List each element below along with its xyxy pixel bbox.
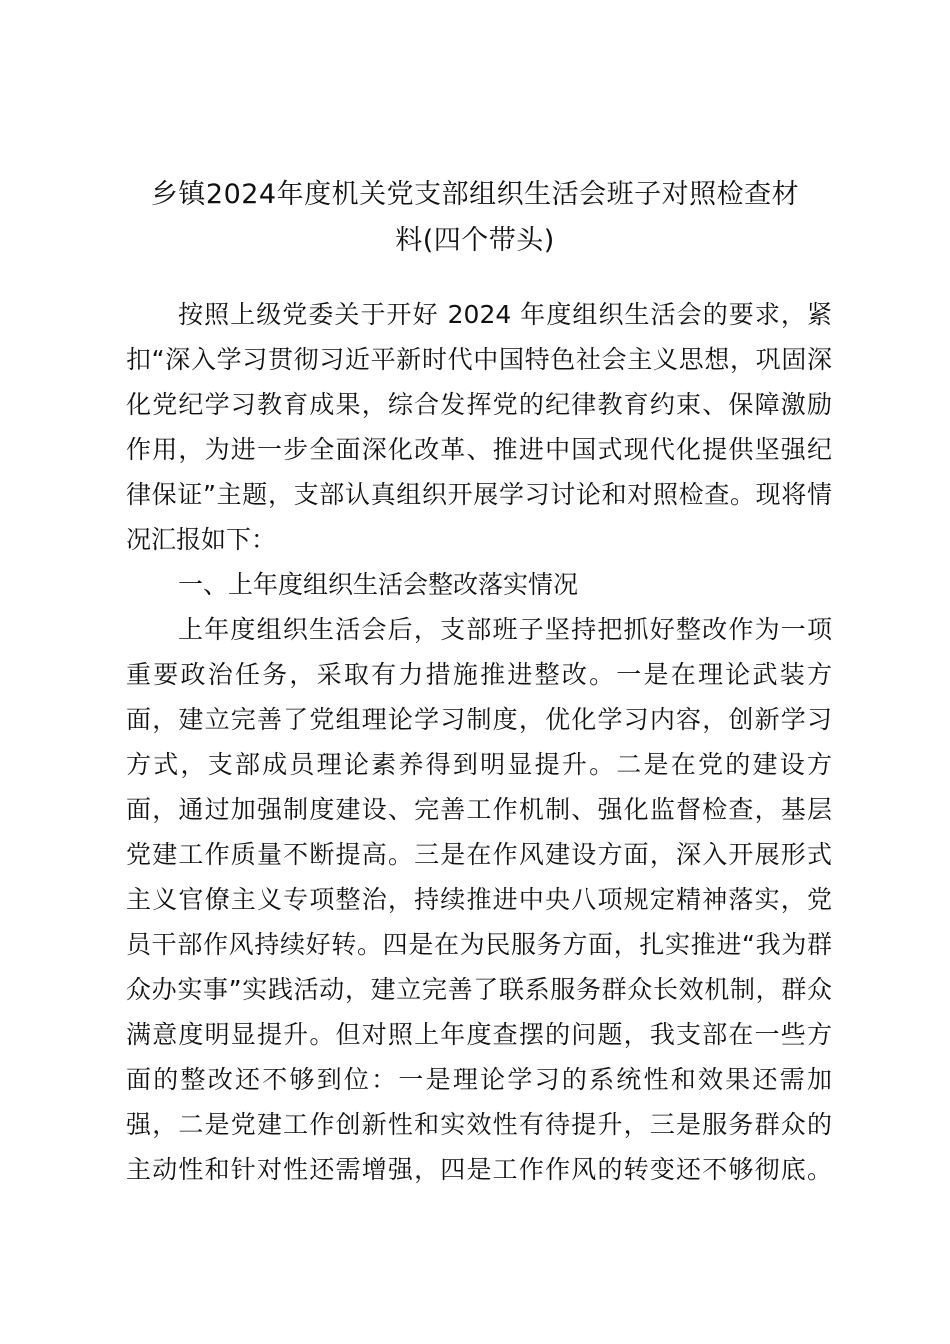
body-text-line: 员干部作风持续好转。四是在为民服务方面，扎实推进“我为群 [126, 930, 832, 959]
document-title [100, 172, 850, 264]
body-text-line: 面的整改还不够到位：一是理论学习的系统性和效果还需加 [126, 1065, 832, 1094]
body-text-line: 一、上年度组织生活会整改落实情况 [178, 570, 579, 599]
body-text-line: 重要政治任务，采取有力措施推进整改。一是在理论武装方 [126, 660, 832, 689]
body-text-line: 面，通过加强制度建设、完善工作机制、强化监督检查，基层 [126, 795, 832, 824]
body-text-line: 上年度组织生活会后，支部班子坚持把抓好整改作为一项 [178, 615, 832, 644]
body-text-line: 主动性和针对性还需增强，四是工作作风的转变还不够彻底。 [126, 1155, 832, 1184]
body-text-line: 按照上级党委关于开好 2024 年度组织生活会的要求，紧 [178, 300, 832, 329]
body-text-line: 强，二是党建工作创新性和实效性有待提升，三是服务群众的 [126, 1110, 832, 1139]
body-text-line: 主义官僚主义专项整治，持续推进中央八项规定精神落实，党 [126, 885, 832, 914]
title-line-1: 乡镇2024年度机关党支部组织生活会班子对照检查材 [150, 179, 800, 210]
body-text-line: 作用，为进一步全面深化改革、推进中国式现代化提供坚强纪 [126, 435, 832, 464]
body-text-line: 面，建立完善了党组理论学习制度，优化学习内容，创新学习 [126, 705, 832, 734]
body-text-line: 扣“深入学习贯彻习近平新时代中国特色社会主义思想，巩固深 [126, 345, 832, 374]
document-body [126, 292, 832, 1192]
body-text-line: 方式，支部成员理论素养得到明显提升。二是在党的建设方 [126, 750, 832, 779]
body-text-line: 况汇报如下： [126, 525, 277, 554]
body-text-line: 党建工作质量不断提高。三是在作风建设方面，深入开展形式 [126, 840, 832, 869]
body-text-line: 满意度明显提升。但对照上年度查摆的问题，我支部在一些方 [126, 1020, 832, 1049]
body-text-line: 律保证”主题，支部认真组织开展学习讨论和对照检查。现将情 [126, 480, 832, 509]
body-text-line: 化党纪学习教育成果，综合发挥党的纪律教育约束、保障激励 [126, 390, 832, 419]
title-line-2: 料(四个带头) [395, 225, 555, 256]
body-text-line: 众办实事”实践活动，建立完善了联系服务群众长效机制，群众 [126, 975, 832, 1004]
